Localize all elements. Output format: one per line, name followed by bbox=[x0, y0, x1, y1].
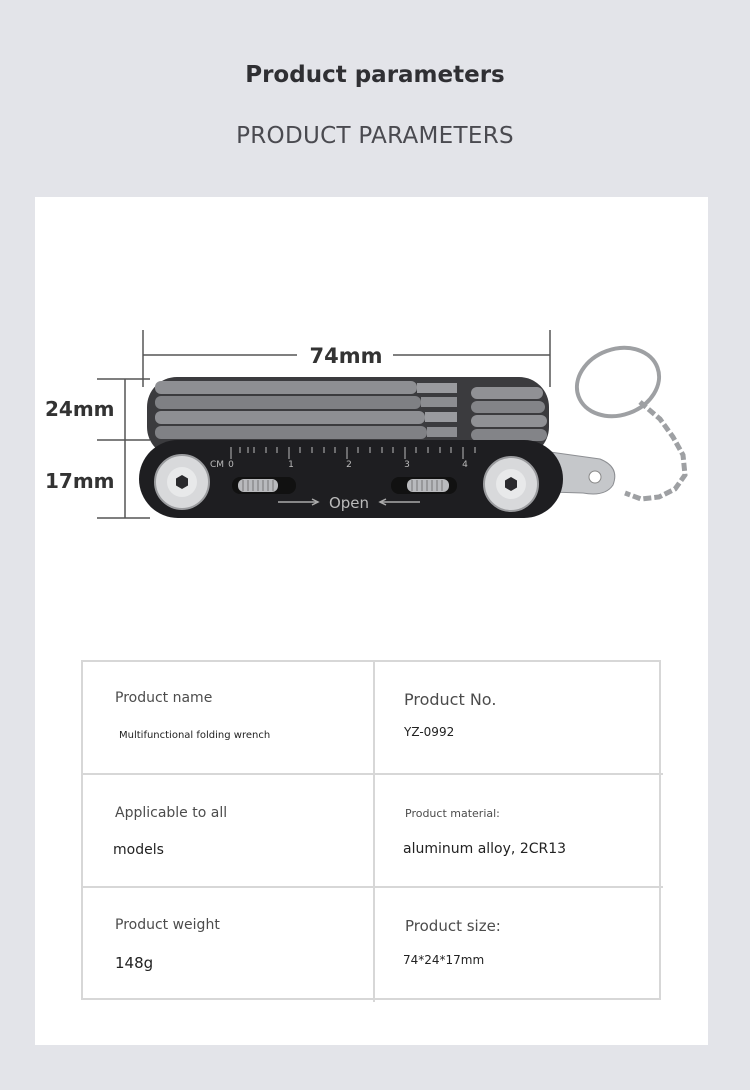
open-label: Open bbox=[328, 494, 370, 512]
product-no-value: YZ-0992 bbox=[404, 725, 455, 739]
product-image bbox=[35, 197, 708, 597]
spec-cell-weight bbox=[83, 888, 373, 1002]
product-material-value: aluminum alloy, 2CR13 bbox=[403, 841, 567, 857]
spec-cell-applicable bbox=[83, 775, 373, 888]
product-size-value: 74*24*17mm bbox=[403, 953, 485, 967]
slider-left bbox=[232, 477, 296, 494]
width-label: 24mm bbox=[45, 397, 115, 421]
ruler-tick-label: 3 bbox=[404, 460, 410, 470]
ruler-tick-label: 0 bbox=[228, 460, 234, 470]
applicable-label: Applicable to all bbox=[115, 805, 228, 821]
product-name-label: Product name bbox=[115, 690, 213, 706]
product-weight-value: 148g bbox=[115, 954, 154, 972]
ruler-unit: CM bbox=[210, 460, 225, 470]
spec-cell-size bbox=[373, 888, 663, 1002]
product-size-label: Product size: bbox=[405, 917, 501, 935]
spec-cell-material bbox=[373, 775, 663, 888]
product-name-value: Multifunctional folding wrench bbox=[119, 730, 271, 741]
page-subtitle: PRODUCT PARAMETERS bbox=[236, 123, 514, 149]
height-label: 17mm bbox=[45, 469, 115, 493]
product-weight-label: Product weight bbox=[115, 917, 220, 933]
spec-table bbox=[81, 660, 661, 1000]
product-card bbox=[35, 197, 708, 1045]
left-screw-icon bbox=[155, 455, 209, 509]
product-material-label: Product material: bbox=[405, 807, 500, 820]
ruler-tick-label: 1 bbox=[288, 460, 294, 470]
applicable-value: models bbox=[113, 842, 164, 858]
page-title: Product parameters bbox=[245, 62, 505, 88]
product-no-label: Product No. bbox=[404, 690, 497, 709]
spec-cell-no bbox=[373, 662, 663, 775]
right-screw-icon bbox=[484, 457, 538, 511]
ruler-tick-label: 2 bbox=[346, 460, 352, 470]
length-label: 74mm bbox=[309, 344, 383, 368]
slider-right bbox=[391, 477, 457, 494]
ruler-tick-label: 4 bbox=[462, 460, 468, 470]
spec-cell-name bbox=[83, 662, 373, 775]
